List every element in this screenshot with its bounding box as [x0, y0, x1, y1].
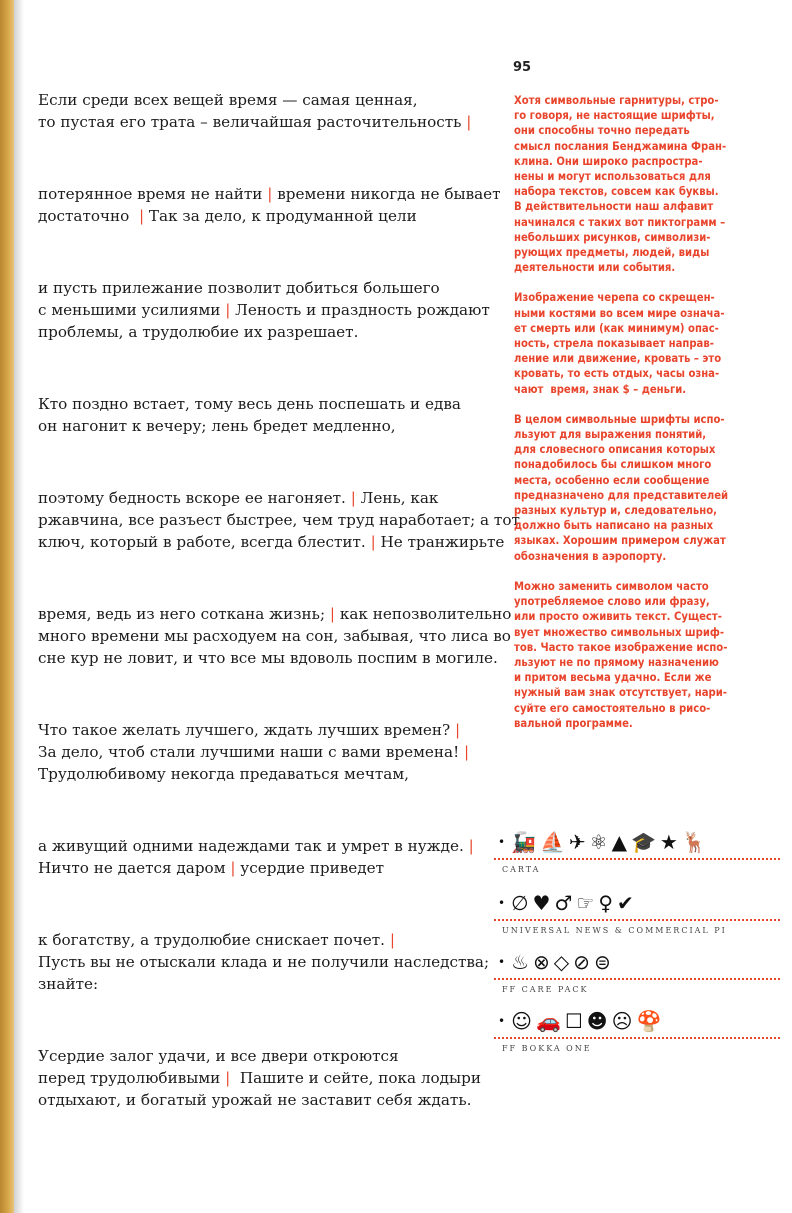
specimen-glyph-row [494, 826, 784, 856]
pictogram-icon: ⛵ [539, 830, 565, 854]
pictogram-icon: ♀ [598, 891, 613, 915]
body-line: Усердие залог удачи, и все двери откроются [38, 1047, 399, 1065]
body-line: поэтому бедность вскоре ее нагоняет. | Лень, как [38, 489, 439, 507]
separator-bar: | [385, 931, 395, 949]
separator-bar: | [350, 489, 356, 507]
font-specimen [494, 887, 784, 935]
specimen-glyph-row [494, 887, 784, 917]
body-paragraph [38, 719, 478, 785]
page-number: 95 [513, 60, 532, 75]
separator-bar: | [230, 859, 236, 877]
body-line: то пустая его трата – величайшая расточительность | [38, 113, 472, 131]
pictogram-icon: • [498, 835, 506, 849]
separator-bar: | [225, 1069, 231, 1087]
sidebar-paragraph: Хотя символьные гарнитуры, стро- го говоря, не настоящие шрифты, они способны точно передать смысл послания Бенджамина Фран- клина. Они широко распростра- нены и могут использоваться для набора текстов, совсем как буквы. В действительности наш алфавит начинался с таких вот пиктограмм – небольших рисунков, символизи- рующих предметы, людей, виды деятельности или события. [514, 94, 727, 275]
sidebar-paragraph: Можно заменить символом часто употребляемое слово или фразу, или просто оживить текст. Сущест- вует множество символьных шриф- тов. Часто такое изображение испо- льзуют не по прямому назначению и притом весьма удачно. Если же нужный вам знак отсутствует, нари- суйте его самостоятельно в рисо- вальной программе. [514, 579, 728, 730]
body-line: а живущий одними надеждами так и умрет в нужде. | [38, 837, 474, 855]
body-line: ключ, который в работе, всегда блестит. | Не транжирьте [38, 533, 505, 551]
pictogram-icon: • [498, 896, 506, 910]
pictogram-icon: ☐ [564, 1009, 583, 1033]
body-line: к богатству, а трудолюбие снискает почет. | [38, 931, 395, 949]
body-paragraph [38, 277, 490, 343]
sidebar-paragraph: Изображение черепа со скрещен- ными костями во всем мире означа- ет смерть или (как минимум) опас- ность, стрела показывает направ- ление или движение, кровать – это кровать, то есть отдых, часы озна- чают время, знак $ – деньги. [514, 291, 725, 396]
pictogram-icon: ✔ [616, 891, 634, 915]
body-line: проблемы, а трудолюбие их разрешает. [38, 323, 359, 341]
sidebar-commentary [514, 93, 740, 746]
pictogram-icon: ⊘ [573, 950, 590, 974]
body-line: время, ведь из него соткана жизнь; | как непозволительно [38, 605, 512, 623]
dotted-divider [494, 919, 780, 921]
body-line: Ничто не дается даром | усердие приведет [38, 859, 384, 877]
pictogram-icon: ♂ [554, 891, 573, 915]
separator-bar: | [461, 113, 472, 131]
separator-bar: | [459, 743, 470, 761]
pictogram-icon: ☻ [586, 1009, 608, 1033]
pictogram-icon: ♨ [511, 950, 530, 974]
specimen-font-name: FF CARE PACK [502, 985, 589, 994]
pictogram-icon: 🚂 [511, 830, 536, 854]
pictogram-icon: • [498, 955, 506, 969]
pictogram-icon: • [498, 1014, 506, 1028]
dotted-divider [494, 978, 780, 980]
body-paragraph [38, 835, 478, 879]
specimen-glyph-row [494, 1005, 784, 1035]
body-line: Если среди всех вещей время — самая ценная, [38, 91, 418, 109]
body-line: Что такое желать лучшего, ждать лучших времен? | [38, 721, 461, 739]
pictogram-icon: 🍄 [636, 1009, 662, 1033]
body-paragraph [38, 393, 478, 437]
pictogram-icon: ⊜ [593, 950, 611, 974]
pictogram-icon: ✈ [568, 830, 586, 854]
body-line: и пусть прилежание позволит добиться большего [38, 279, 440, 297]
body-line: достаточно | Так за дело, к продуманной цели [38, 207, 417, 225]
pictogram-icon: ♥ [532, 891, 551, 915]
body-line: знайте: [38, 975, 99, 993]
dotted-divider [494, 1037, 780, 1039]
body-line: потерянное время не найти | времени никогда не бывает [38, 185, 501, 203]
font-specimen [494, 1005, 784, 1053]
separator-bar: | [450, 721, 461, 739]
body-paragraph [38, 183, 501, 227]
pictogram-icon: ☹ [611, 1009, 633, 1033]
body-paragraph [38, 487, 520, 553]
body-line: много времени мы расходуем на сон, забывая, что лиса во [38, 627, 511, 645]
body-line: Кто поздно встает, тому весь день поспешать и едва [38, 395, 461, 413]
body-line: Пусть вы не отыскали клада и не получили наследства; [38, 953, 490, 971]
body-line: сне кур не ловит, и что все мы вдоволь поспим в могиле. [38, 649, 498, 667]
body-line: За дело, чтоб стали лучшими наши с вами времена! | [38, 743, 470, 761]
separator-bar: | [329, 605, 336, 623]
specimen-glyph-row [494, 946, 784, 976]
body-paragraph [38, 603, 512, 669]
body-paragraph [38, 1045, 481, 1111]
body-line: с меньшими усилиями | Леность и праздность рождают [38, 301, 490, 319]
separator-bar: | [267, 185, 273, 203]
book-spine [0, 0, 14, 1213]
pictogram-icon: ▲ [611, 830, 627, 854]
main-body-text [38, 89, 520, 1161]
pictogram-icon: ⚛ [589, 830, 608, 854]
sidebar-paragraph: В целом символьные шрифты испо- льзуют для выражения понятий, для словесного описания которых понадобилось бы слишком много места, особенно если сообщение предназначено для представителей разных культур и, следовательно, должно быть написано на разных языках. Хорошим примером служат обозначения в аэропорту. [514, 412, 729, 563]
specimen-font-name: CARTA [502, 865, 541, 874]
pictogram-icon: 🚗 [535, 1009, 561, 1033]
separator-bar: | [370, 533, 376, 551]
body-line: ржавчина, все разъест быстрее, чем труд наработает; а тот [38, 511, 520, 529]
body-paragraph [38, 929, 490, 995]
pictogram-icon: ★ [659, 830, 678, 854]
pictogram-icon: ∅ [511, 891, 529, 915]
body-paragraph [38, 89, 478, 133]
body-line: Трудолюбивому некогда предаваться мечтам, [38, 765, 409, 783]
separator-bar: | [225, 301, 231, 319]
separator-bar: | [463, 837, 474, 855]
pictogram-icon: ⊗ [533, 950, 550, 974]
pictogram-icon: ☞ [576, 891, 595, 915]
pictogram-icon: 🎓 [630, 830, 656, 854]
pictogram-icon: 🦌 [681, 830, 707, 854]
pictogram-icon: ◇ [553, 950, 570, 974]
body-line: отдыхают, и богатый урожай не заставит себя ждать. [38, 1091, 472, 1109]
specimen-font-name: FF BOKKA ONE [502, 1044, 592, 1053]
font-specimen [494, 826, 784, 874]
page-gutter-shadow [14, 0, 24, 1213]
body-line: он нагонит к вечеру; лень бредет медленно, [38, 417, 396, 435]
pictogram-icon: ☺ [511, 1009, 532, 1033]
dotted-divider [494, 858, 780, 860]
specimen-font-name: UNIVERSAL NEWS & COMMERCIAL PI [502, 926, 727, 935]
body-line: перед трудолюбивыми | Пашите и сейте, пока лодыри [38, 1069, 481, 1087]
separator-bar: | [138, 207, 145, 225]
font-specimen [494, 946, 784, 994]
